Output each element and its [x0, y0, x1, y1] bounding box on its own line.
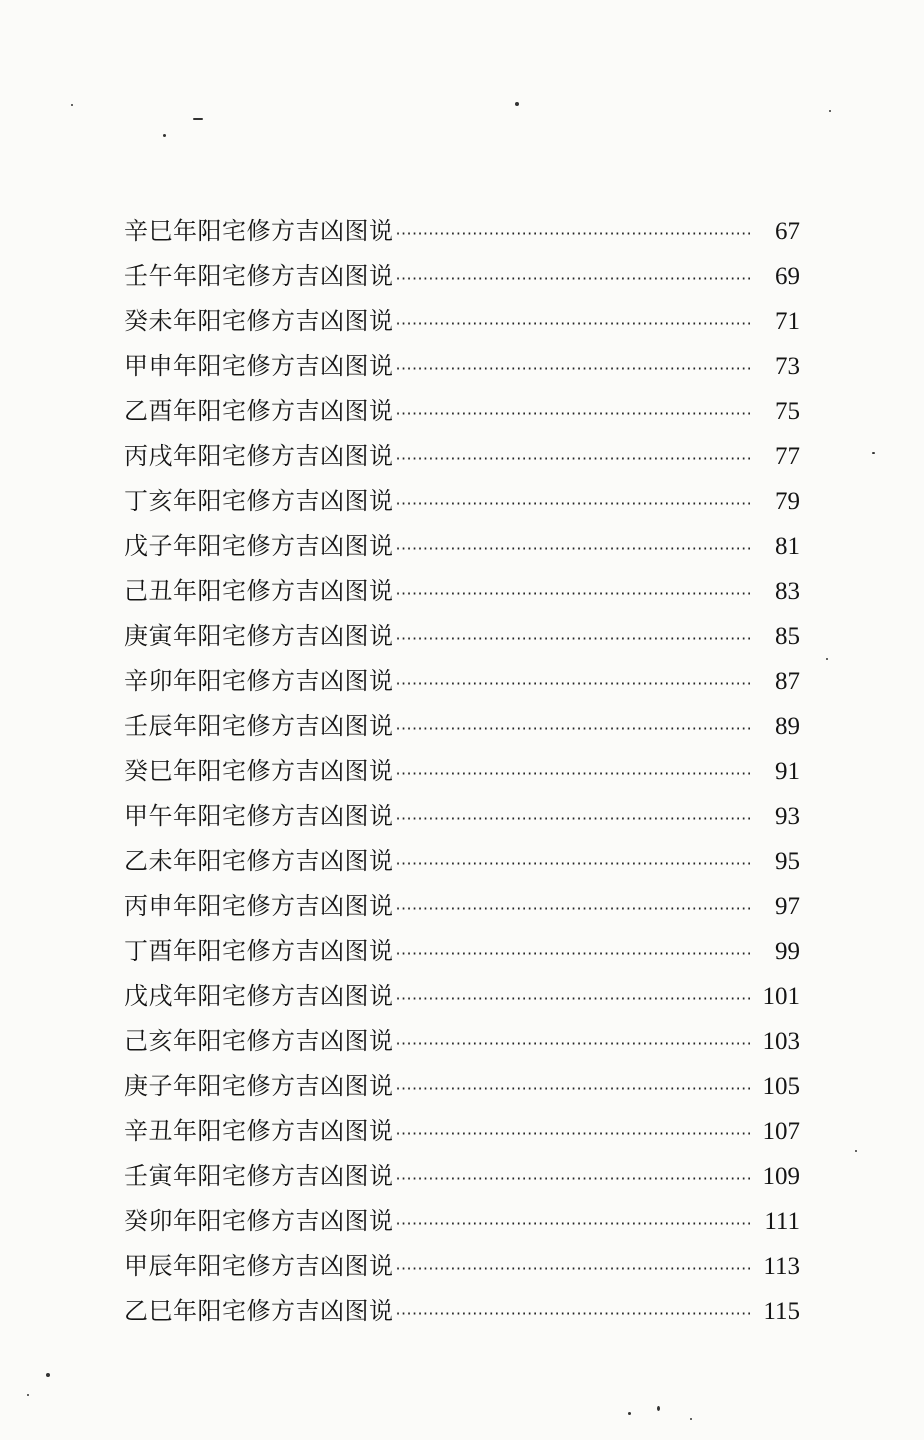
toc-entry[interactable] — [124, 974, 800, 1019]
scan-speck — [826, 658, 828, 660]
toc-entry-title: 癸巳年阳宅修方吉凶图说 — [124, 757, 394, 785]
dot-leader — [396, 526, 751, 571]
toc-entry[interactable] — [124, 749, 800, 794]
toc-entry-title: 己亥年阳宅修方吉凶图说 — [124, 1027, 394, 1055]
dot-leader — [396, 1156, 751, 1201]
toc-entry[interactable] — [124, 659, 800, 704]
toc-entry[interactable] — [124, 524, 800, 569]
toc-entry[interactable] — [124, 389, 800, 434]
toc-entry-title: 庚子年阳宅修方吉凶图说 — [124, 1072, 394, 1100]
toc-entry-title: 辛卯年阳宅修方吉凶图说 — [124, 667, 394, 695]
toc-page-number: 85 — [775, 623, 800, 650]
toc-entry-title: 壬寅年阳宅修方吉凶图说 — [124, 1162, 394, 1190]
toc-page-number: 81 — [775, 533, 800, 560]
toc-entry[interactable] — [124, 704, 800, 749]
dot-leader — [396, 1291, 751, 1336]
dot-leader — [396, 256, 751, 301]
toc-entry-title: 辛丑年阳宅修方吉凶图说 — [124, 1117, 394, 1145]
scan-speck — [46, 1373, 50, 1377]
dot-leader — [396, 931, 751, 976]
toc-page-number: 75 — [775, 398, 800, 425]
toc-entry-title: 庚寅年阳宅修方吉凶图说 — [124, 622, 394, 650]
toc-entry[interactable] — [124, 884, 800, 929]
table-of-contents — [124, 209, 800, 1334]
scan-speck — [193, 118, 203, 120]
dot-leader — [396, 211, 751, 256]
toc-entry[interactable] — [124, 1244, 800, 1289]
toc-entry-title: 壬辰年阳宅修方吉凶图说 — [124, 712, 394, 740]
toc-entry[interactable] — [124, 434, 800, 479]
toc-page-number: 77 — [775, 443, 800, 470]
toc-entry-title: 乙酉年阳宅修方吉凶图说 — [124, 397, 394, 425]
dot-leader — [396, 1021, 751, 1066]
toc-entry[interactable] — [124, 1199, 800, 1244]
toc-page-number: 73 — [775, 353, 800, 380]
scan-speck — [27, 1394, 29, 1396]
toc-entry-title: 己丑年阳宅修方吉凶图说 — [124, 577, 394, 605]
toc-entry-title: 戊戌年阳宅修方吉凶图说 — [124, 982, 394, 1010]
toc-page-number: 105 — [762, 1073, 800, 1100]
toc-entry-title: 甲午年阳宅修方吉凶图说 — [124, 802, 394, 830]
toc-entry-title: 丁亥年阳宅修方吉凶图说 — [124, 487, 394, 515]
toc-entry[interactable] — [124, 1154, 800, 1199]
toc-entry[interactable] — [124, 344, 800, 389]
toc-page-number: 113 — [763, 1253, 800, 1280]
toc-page-number: 83 — [775, 578, 800, 605]
toc-entry-title: 戊子年阳宅修方吉凶图说 — [124, 532, 394, 560]
toc-entry-title: 癸卯年阳宅修方吉凶图说 — [124, 1207, 394, 1235]
toc-entry-title: 乙巳年阳宅修方吉凶图说 — [124, 1297, 394, 1325]
toc-entry[interactable] — [124, 1064, 800, 1109]
toc-page-number: 109 — [762, 1163, 800, 1190]
dot-leader — [396, 841, 751, 886]
dot-leader — [396, 751, 751, 796]
dot-leader — [396, 976, 751, 1021]
toc-page-number: 91 — [775, 758, 800, 785]
dot-leader — [396, 796, 751, 841]
toc-entry[interactable] — [124, 299, 800, 344]
toc-page-number: 101 — [762, 983, 800, 1010]
toc-page-number: 69 — [775, 263, 800, 290]
toc-entry[interactable] — [124, 614, 800, 659]
toc-entry[interactable] — [124, 1019, 800, 1064]
toc-page-number: 71 — [775, 308, 800, 335]
toc-entry-title: 辛巳年阳宅修方吉凶图说 — [124, 217, 394, 245]
scan-speck — [872, 452, 875, 454]
scan-speck — [657, 1406, 660, 1411]
toc-page-number: 79 — [775, 488, 800, 515]
toc-entry[interactable] — [124, 1109, 800, 1154]
dot-leader — [396, 1201, 751, 1246]
dot-leader — [396, 1111, 751, 1156]
dot-leader — [396, 346, 751, 391]
toc-page-number: 87 — [775, 668, 800, 695]
dot-leader — [396, 301, 751, 346]
toc-page-number: 67 — [775, 218, 800, 245]
dot-leader — [396, 661, 751, 706]
toc-page-number: 115 — [763, 1298, 800, 1325]
dot-leader — [396, 886, 751, 931]
toc-page-number: 95 — [775, 848, 800, 875]
scan-speck — [163, 134, 166, 137]
toc-entry[interactable] — [124, 479, 800, 524]
toc-page-number: 97 — [775, 893, 800, 920]
toc-page-number: 103 — [762, 1028, 800, 1055]
toc-entry-title: 甲申年阳宅修方吉凶图说 — [124, 352, 394, 380]
toc-entry[interactable] — [124, 569, 800, 614]
dot-leader — [396, 706, 751, 751]
toc-entry[interactable] — [124, 794, 800, 839]
scan-speck — [71, 104, 73, 106]
toc-entry-title: 甲辰年阳宅修方吉凶图说 — [124, 1252, 394, 1280]
toc-entry-title: 丙申年阳宅修方吉凶图说 — [124, 892, 394, 920]
toc-entry-title: 丙戌年阳宅修方吉凶图说 — [124, 442, 394, 470]
scan-speck — [515, 102, 519, 106]
scan-speck — [690, 1418, 692, 1420]
dot-leader — [396, 436, 751, 481]
scan-speck — [829, 110, 831, 112]
toc-entry-title: 丁酉年阳宅修方吉凶图说 — [124, 937, 394, 965]
toc-entry[interactable] — [124, 839, 800, 884]
toc-page-number: 99 — [775, 938, 800, 965]
toc-page-number: 111 — [764, 1208, 800, 1235]
toc-entry-title: 癸未年阳宅修方吉凶图说 — [124, 307, 394, 335]
dot-leader — [396, 1246, 751, 1291]
toc-entry-title: 壬午年阳宅修方吉凶图说 — [124, 262, 394, 290]
scan-speck — [855, 1150, 857, 1152]
dot-leader — [396, 481, 751, 526]
toc-entry[interactable] — [124, 209, 800, 254]
dot-leader — [396, 616, 751, 661]
toc-entry[interactable] — [124, 1289, 800, 1334]
toc-entry-title: 乙未年阳宅修方吉凶图说 — [124, 847, 394, 875]
toc-page-number: 93 — [775, 803, 800, 830]
toc-page-number: 89 — [775, 713, 800, 740]
dot-leader — [396, 391, 751, 436]
toc-entry[interactable] — [124, 929, 800, 974]
toc-entry[interactable] — [124, 254, 800, 299]
toc-page-number: 107 — [762, 1118, 800, 1145]
scan-speck — [628, 1412, 631, 1415]
dot-leader — [396, 571, 751, 616]
dot-leader — [396, 1066, 751, 1111]
